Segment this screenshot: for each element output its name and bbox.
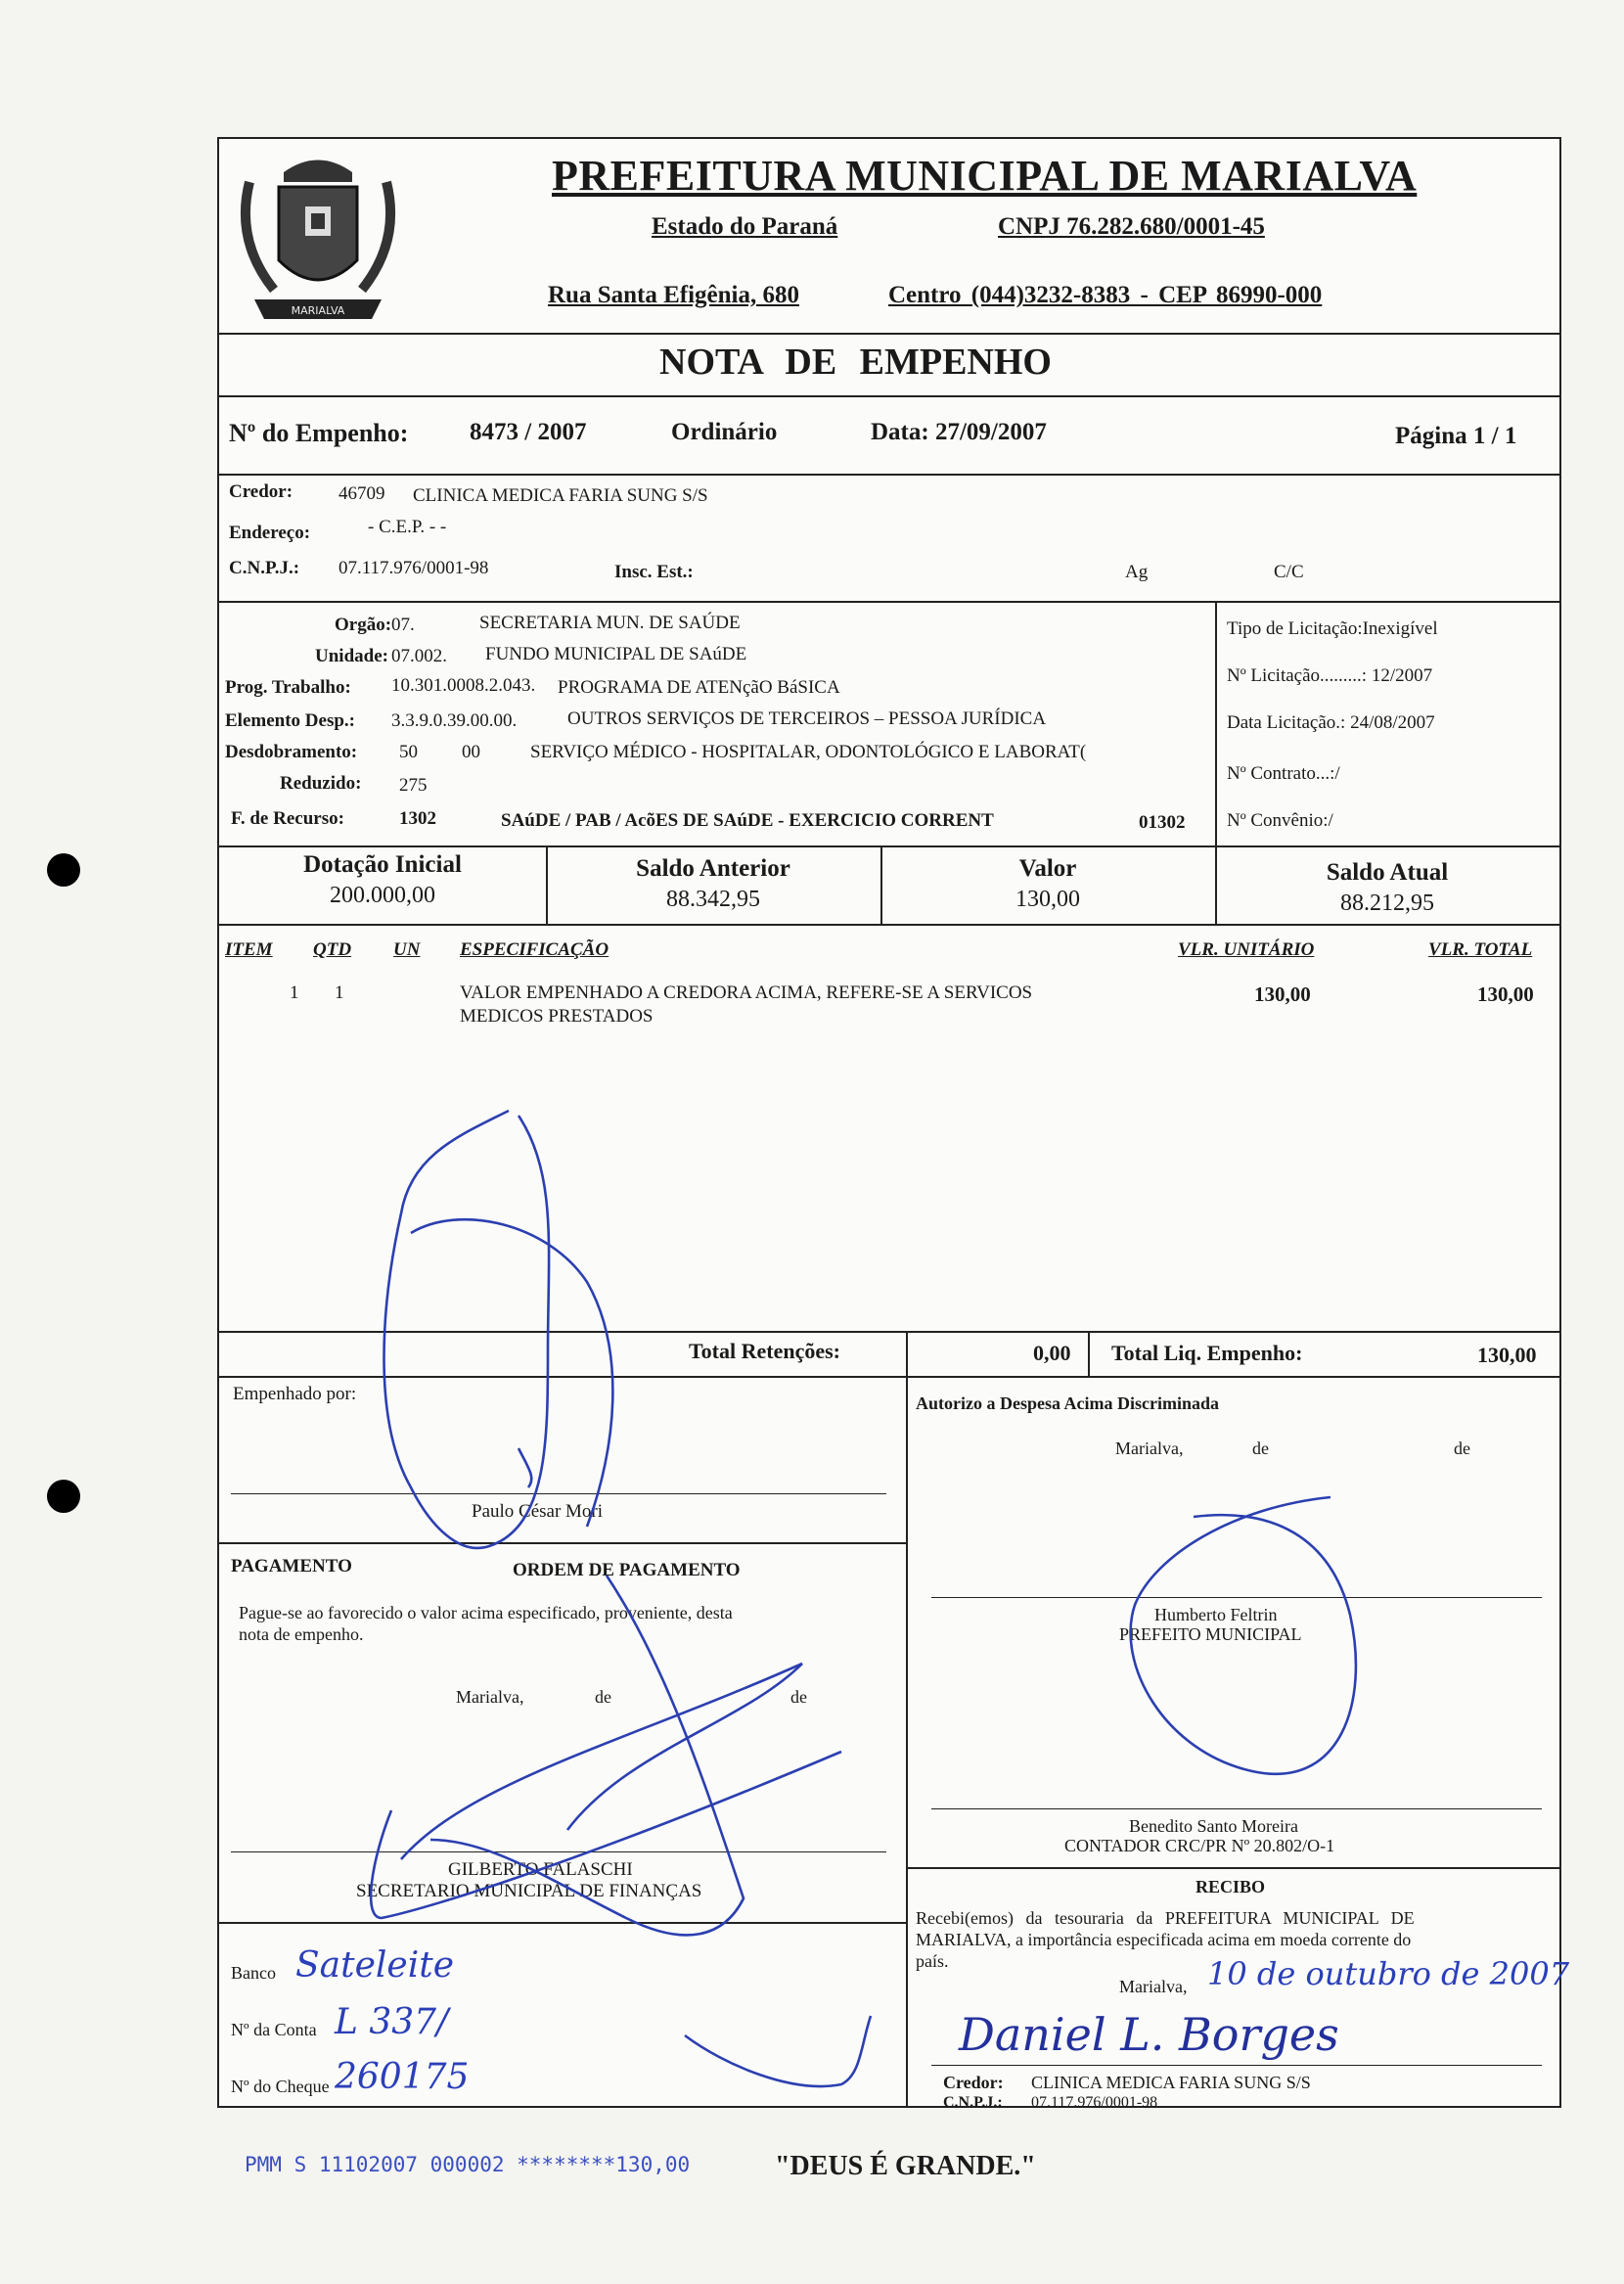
liq-label: Total Liq. Empenho: <box>1111 1341 1303 1365</box>
recibo-label: RECIBO <box>1195 1877 1266 1896</box>
col-un: UN <box>393 939 421 960</box>
orgao-code: 07. <box>391 615 415 635</box>
numero-licitacao: Nº Licitação.........: 12/2007 <box>1227 665 1433 686</box>
retencoes-label: Total Retenções: <box>689 1339 840 1363</box>
recurso-code: 1302 <box>399 808 436 829</box>
numero-contrato: Nº Contrato...:/ <box>1227 763 1340 784</box>
row-vlr-unit: 130,00 <box>1254 982 1311 1006</box>
header-state: Estado do Paraná <box>652 213 838 240</box>
pagamento-city: Marialva, <box>456 1687 524 1707</box>
orgao-name: SECRETARIA MUN. DE SAÚDE <box>479 613 741 633</box>
cheque-label: Nº do Cheque <box>231 2077 330 2096</box>
unidade-name: FUNDO MUNICIPAL DE SAúDE <box>485 644 747 664</box>
liq-value: 130,00 <box>1477 1343 1537 1367</box>
unidade-label: Unidade: <box>315 646 388 666</box>
autorizo-label: Autorizo a Despesa Acima Discriminada <box>916 1393 1219 1413</box>
col-especificacao: ESPECIFICAÇÃO <box>460 939 609 960</box>
data-licitacao: Data Licitação.: 24/08/2007 <box>1227 712 1435 733</box>
punch-hole-top <box>47 853 80 887</box>
empenho-label: Nº do Empenho: <box>229 419 409 447</box>
dotacao-value: 200.000,00 <box>330 883 435 908</box>
budget-block <box>219 609 1215 844</box>
ordem-pagamento-label: ORDEM DE PAGAMENTO <box>513 1560 741 1580</box>
recibo-text-1: Recebi(emos) da tesouraria da PREFEITURA MUNICIPAL DE <box>916 1908 1415 1928</box>
endereco-label: Endereço: <box>229 523 311 543</box>
table-row <box>219 982 1559 1041</box>
elemento-label: Elemento Desp.: <box>225 710 355 731</box>
recibo-credor-label: Credor: <box>943 2073 1004 2092</box>
prog-label: Prog. Trabalho: <box>225 677 351 698</box>
recibo-city: Marialva, <box>1119 1977 1188 1996</box>
payment-stamp: PMM S 11102007 000002 ********130,00 <box>245 2153 691 2176</box>
tipo-licitacao: Tipo de Licitação:Inexigível <box>1227 618 1438 639</box>
insc-est-label: Insc. Est.: <box>614 562 694 582</box>
conta-label: Nº da Conta <box>231 2020 317 2039</box>
recibo-signature: Daniel L. Borges <box>959 2008 1339 2061</box>
autorizo-city: Marialva, <box>1115 1439 1184 1458</box>
recibo-cnpj-value: 07.117.976/0001-98 <box>1031 2094 1158 2111</box>
prog-code: 10.301.0008.2.043. <box>391 675 536 696</box>
banco-value: Sateleite <box>295 1945 454 1986</box>
orgao-label: Orgão: <box>335 615 392 635</box>
recibo-text-2: MARIALVA, a importância especificada acima em moeda corrente do <box>916 1930 1412 1949</box>
header-cnpj: CNPJ 76.282.680/0001-45 <box>998 213 1265 240</box>
cheque-value: 260175 <box>335 2057 470 2097</box>
desdob-b: 00 <box>462 742 480 762</box>
endereco-value: - C.E.P. - - <box>368 517 447 537</box>
pagamento-text-2: nota de empenho. <box>239 1624 364 1644</box>
desdob-a: 50 <box>399 742 418 762</box>
empenho-page: Página 1 / 1 <box>1395 423 1517 449</box>
empenho-type: Ordinário <box>671 419 778 445</box>
credor-cnpj-label: C.N.P.J.: <box>229 558 300 578</box>
unidade-code: 07.002. <box>391 646 447 666</box>
pagamento-signer: GILBERTO FALASCHI <box>448 1859 633 1880</box>
recibo-hand-date: 10 de outubro de 2007 <box>1207 1955 1570 1992</box>
empenhado-signer: Paulo César Mori <box>472 1501 604 1522</box>
punch-hole-bottom <box>47 1480 80 1513</box>
pagamento-de-1: de <box>595 1687 611 1707</box>
elemento-code: 3.3.9.0.39.00.00. <box>391 710 518 731</box>
desdob-label: Desdobramento: <box>225 742 358 762</box>
recibo-cnpj-label: C.N.P.J.: <box>943 2094 1003 2111</box>
nota-de-empenho-form <box>217 137 1570 2111</box>
contador-name: Benedito Santo Moreira <box>1129 1816 1298 1836</box>
row-espec-line1: VALOR EMPENHADO A CREDORA ACIMA, REFERE-SE A SERVICOS <box>460 982 1033 1003</box>
autorizo-role: PREFEITO MUNICIPAL <box>1119 1624 1302 1644</box>
retencoes-value: 0,00 <box>1033 1341 1071 1365</box>
coat-of-arms-logo <box>225 143 411 339</box>
recurso-name: SAúDE / PAB / AcõES DE SAúDE - EXERCICIO CORRENT <box>501 810 994 831</box>
doc-title: NOTA DE EMPENHO <box>659 342 1052 383</box>
recurso-label: F. de Recurso: <box>231 808 344 829</box>
credor-code: 46709 <box>338 483 385 504</box>
footer-motto: "DEUS É GRANDE." <box>775 2151 1036 2181</box>
saldo-atual-value: 88.212,95 <box>1340 891 1434 916</box>
recibo-text-3: país. <box>916 1951 949 1971</box>
pagamento-label: PAGAMENTO <box>231 1556 352 1576</box>
empenho-date: Data: 27/09/2007 <box>871 419 1047 445</box>
conta-value: L 337/ <box>335 2002 449 2042</box>
row-item: 1 <box>290 982 299 1003</box>
pagamento-de-2: de <box>790 1687 807 1707</box>
credor-name: CLINICA MEDICA FARIA SUNG S/S <box>413 485 708 506</box>
svg-text:MARIALVA: MARIALVA <box>291 304 345 317</box>
saldo-anterior-label: Saldo Anterior <box>636 855 790 882</box>
header-address: Rua Santa Efigênia, 680 <box>548 282 799 308</box>
numero-convenio: Nº Convênio:/ <box>1227 810 1333 831</box>
col-qtd: QTD <box>313 939 352 960</box>
cc-label: C/C <box>1274 562 1304 582</box>
reduzido-value: 275 <box>399 775 428 796</box>
prog-name: PROGRAMA DE ATENçãO BáSICA <box>558 677 840 698</box>
autorizo-signer: Humberto Feltrin <box>1154 1605 1278 1624</box>
valor-label: Valor <box>1018 855 1077 882</box>
autorizo-de-1: de <box>1252 1439 1269 1458</box>
valor-value: 130,00 <box>1015 887 1080 912</box>
saldo-anterior-value: 88.342,95 <box>666 887 760 912</box>
row-espec-line2: MEDICOS PRESTADOS <box>460 1006 654 1027</box>
empenho-number: 8473 / 2007 <box>470 419 587 445</box>
row-qtd: 1 <box>335 982 344 1003</box>
header-title: PREFEITURA MUNICIPAL DE MARIALVA <box>552 152 1418 200</box>
desdob-name: SERVIÇO MÉDICO - HOSPITALAR, ODONTOLÓGICO E LABORAT( <box>530 742 1087 762</box>
credor-cnpj-value: 07.117.976/0001-98 <box>338 558 489 578</box>
col-vlr-unitario: VLR. UNITÁRIO <box>1178 939 1315 960</box>
col-vlr-total: VLR. TOTAL <box>1428 939 1533 960</box>
col-item: ITEM <box>225 939 273 960</box>
recurso-num: 01302 <box>1139 812 1186 833</box>
pagamento-text-1: Pague-se ao favorecido o valor acima especificado, proveniente, desta <box>239 1603 733 1622</box>
autorizo-de-2: de <box>1454 1439 1470 1458</box>
recibo-credor-name: CLINICA MEDICA FARIA SUNG S/S <box>1031 2073 1311 2092</box>
row-vlr-total: 130,00 <box>1477 982 1534 1006</box>
header-district-phone-cep: Centro (044)3232-8383 - CEP 86990-000 <box>888 282 1323 308</box>
credor-label: Credor: <box>229 481 293 502</box>
saldo-atual-label: Saldo Atual <box>1326 859 1449 886</box>
dotacao-label: Dotação Inicial <box>303 851 462 878</box>
reduzido-label: Reduzido: <box>280 773 362 794</box>
pagamento-role: SECRETARIO MUNICIPAL DE FINANÇAS <box>356 1881 702 1901</box>
contador-role: CONTADOR CRC/PR Nº 20.802/O-1 <box>1064 1836 1335 1855</box>
ag-label: Ag <box>1125 562 1149 582</box>
elemento-name: OUTROS SERVIÇOS DE TERCEIROS – PESSOA JURÍDICA <box>567 708 1047 729</box>
empenhado-label: Empenhado por: <box>233 1384 357 1404</box>
banco-label: Banco <box>231 1963 276 1983</box>
